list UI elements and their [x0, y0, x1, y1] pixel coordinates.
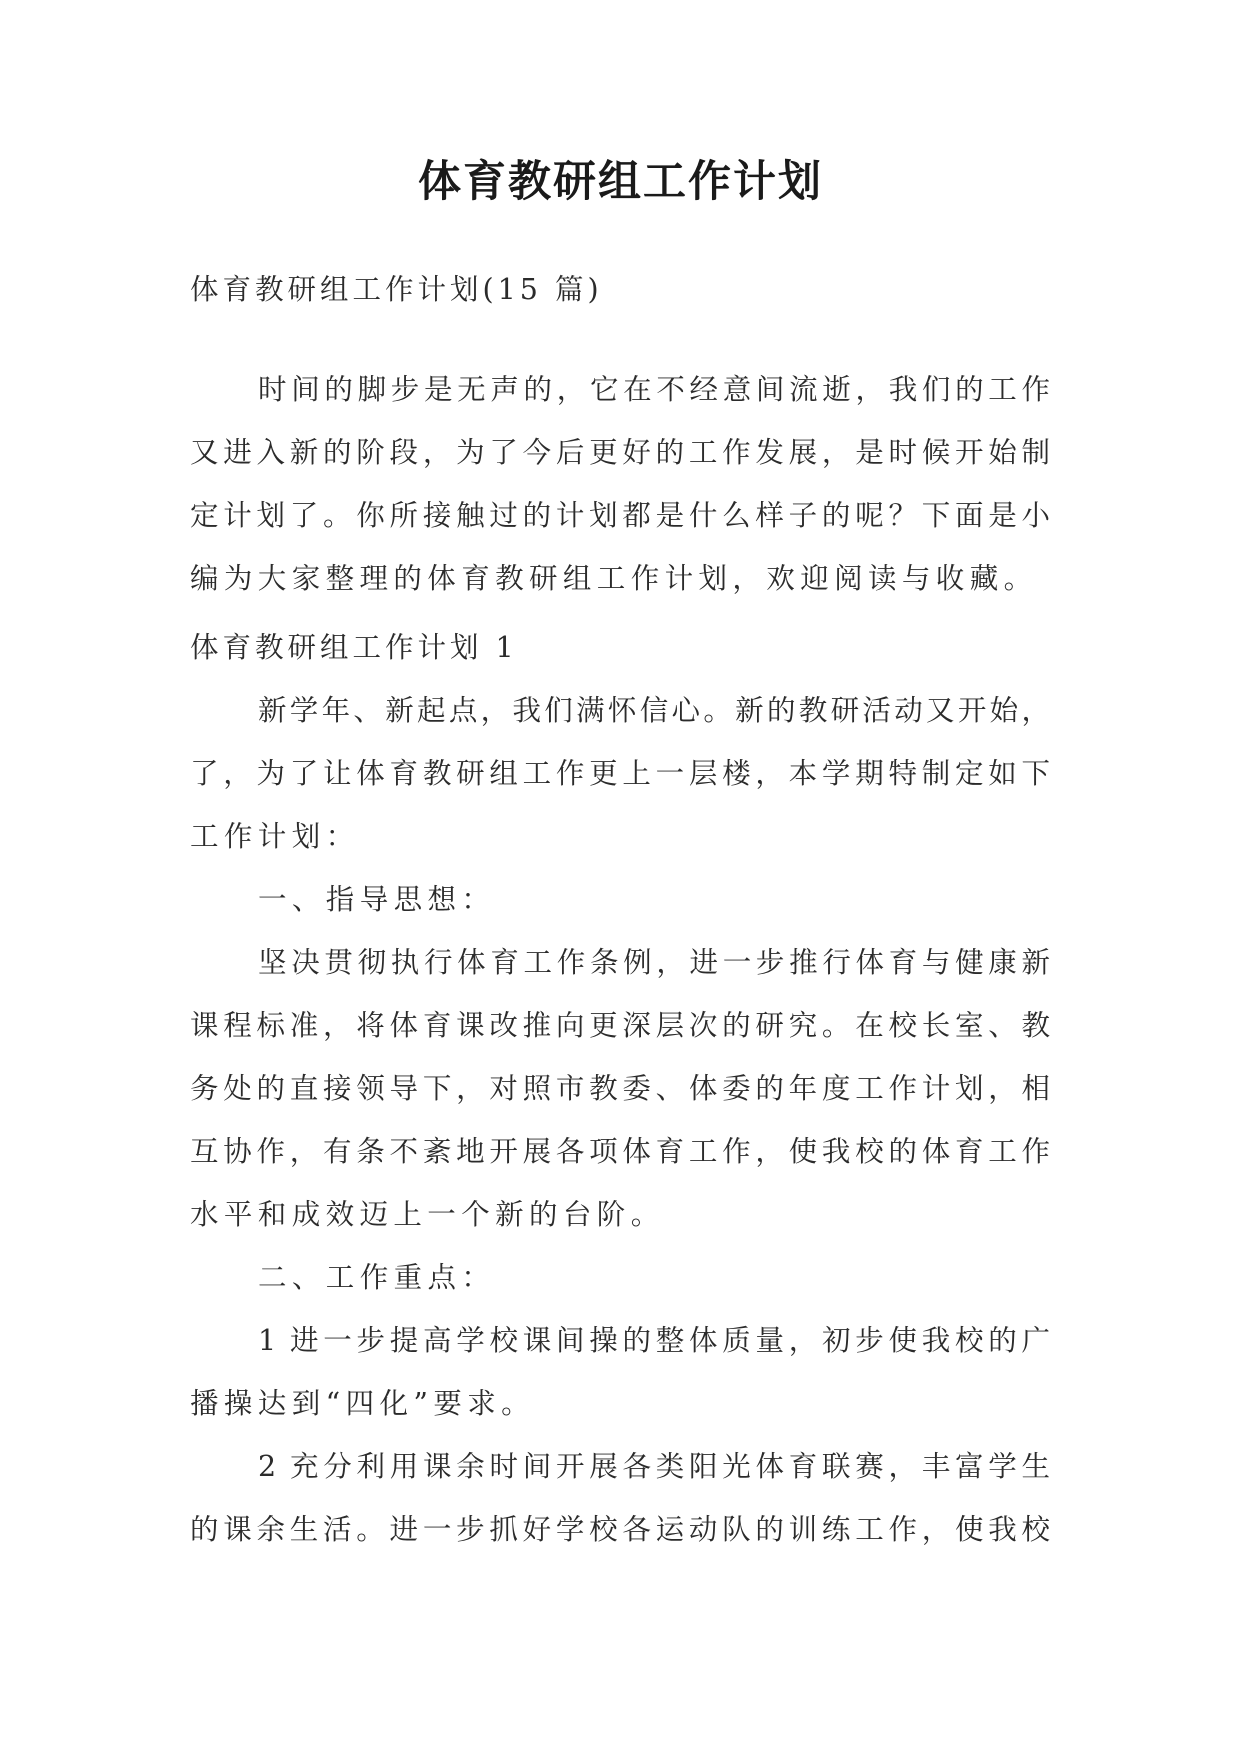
intro-line: 定计划了。你所接触过的计划都是什么样子的呢？下面是小 — [190, 499, 1050, 532]
body-line: 的课余生活。进一步抓好学校各运动队的训练工作，使我校 — [190, 1513, 1050, 1546]
section-heading: 体育教研组工作计划 1 — [190, 631, 518, 664]
document-title: 体育教研组工作计划 — [418, 157, 823, 207]
body-line: 播操达到“四化”要求。 — [190, 1387, 536, 1420]
body-heading: 一、指导思想： — [258, 883, 496, 916]
intro-line: 时间的脚步是无声的，它在不经意间流逝，我们的工作 — [258, 373, 1050, 406]
body-line: 1 进一步提高学校课间操的整体质量，初步使我校的广 — [258, 1324, 1050, 1357]
intro-line: 又进入新的阶段，为了今后更好的工作发展，是时候开始制 — [190, 436, 1050, 469]
body-line: 水平和成效迈上一个新的台阶。 — [190, 1198, 665, 1231]
body-line: 新学年、新起点，我们满怀信心。新的教研活动又开始， — [258, 694, 1050, 727]
body-heading: 二、工作重点： — [258, 1261, 496, 1294]
document-subtitle: 体育教研组工作计划(15 篇) — [190, 273, 603, 306]
intro-paragraph — [190, 358, 1050, 610]
body-line: 2 充分利用课余时间开展各类阳光体育联赛，丰富学生 — [258, 1450, 1050, 1483]
body-line: 坚决贯彻执行体育工作条例，进一步推行体育与健康新 — [258, 946, 1050, 979]
body-line: 了，为了让体育教研组工作更上一层楼，本学期特制定如下 — [190, 757, 1050, 790]
intro-line: 编为大家整理的体育教研组工作计划，欢迎阅读与收藏。 — [190, 562, 1038, 595]
body-line: 课程标准，将体育课改推向更深层次的研究。在校长室、教 — [190, 1009, 1050, 1042]
body-line: 互协作，有条不紊地开展各项体育工作，使我校的体育工作 — [190, 1135, 1050, 1168]
body-line: 工作计划： — [190, 820, 360, 853]
section-body — [190, 616, 1050, 1561]
body-line: 务处的直接领导下，对照市教委、体委的年度工作计划，相 — [190, 1072, 1050, 1105]
